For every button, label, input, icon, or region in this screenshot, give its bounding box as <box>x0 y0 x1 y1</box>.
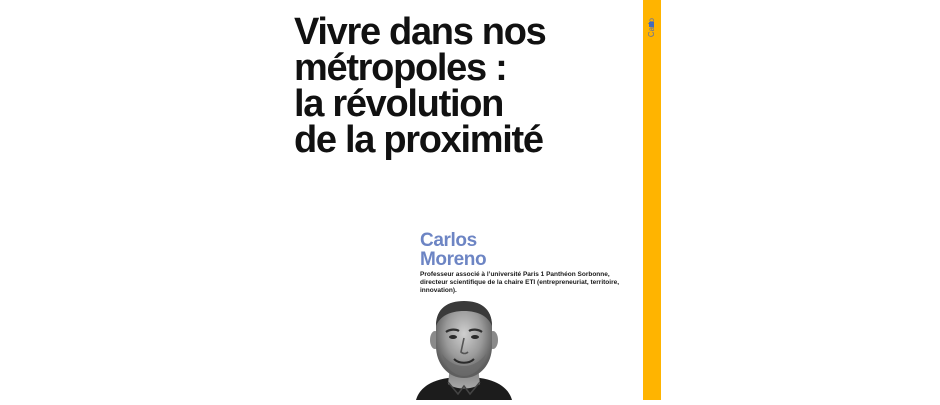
author-name <box>420 231 486 269</box>
article-title-line: de la proximité <box>294 119 543 161</box>
article-title-line: la révolution <box>294 83 504 125</box>
author-first-name: Carlos <box>420 230 477 251</box>
article-title <box>294 11 546 161</box>
author-bio: Professeur associé à l’université Paris 1 Panthéon Sorbonne, directeur scientifique de la chaire ETI (entrepreneuriat, territoire, innovation). <box>420 271 620 294</box>
sidebar-band <box>643 0 661 400</box>
author-last-name: Moreno <box>420 249 487 270</box>
sidebar-label: Carlo <box>647 18 656 38</box>
author-portrait-icon <box>414 296 514 400</box>
article-title-line: Vivre dans nos <box>294 11 546 53</box>
article-title-line: métropoles : <box>294 47 507 89</box>
